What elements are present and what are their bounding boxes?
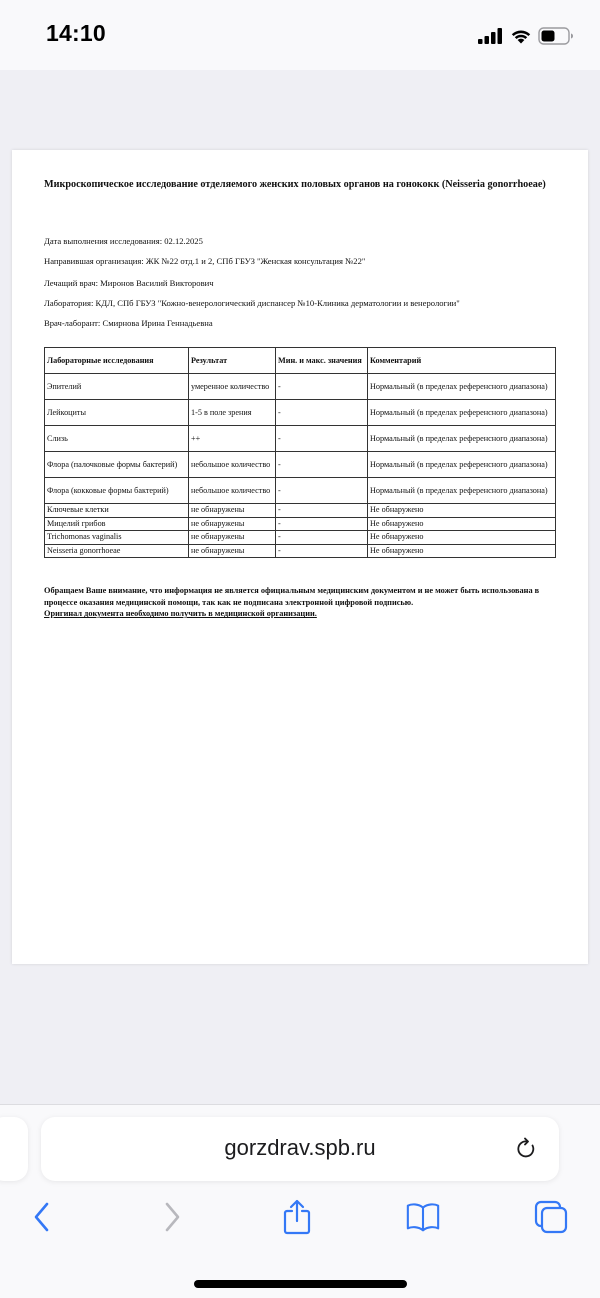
reload-icon[interactable] [515, 1137, 539, 1161]
status-time: 14:10 [46, 20, 106, 46]
meta-organization: Направившая организация: ЖК №22 отд.1 и 2, СПб ГБУЗ "Женская консультация №22" [44, 256, 366, 266]
document-page [12, 150, 588, 964]
cell-comment: Нормальный (в пределах референсного диапазона) [368, 426, 556, 452]
disclaimer-text: Обращаем Ваше внимание, что информация не является официальным медицинским документом и не может быть использована в процессе оказания медицинской помощи, так как не подписана электронной цифровой подписью. [44, 586, 540, 607]
meta-date: Дата выполнения исследования: 02.12.2025 [44, 236, 203, 246]
disclaimer-notice [44, 585, 559, 620]
table-row [45, 517, 556, 531]
cell-range: - [276, 374, 368, 400]
cell-result: не обнаружены [189, 544, 276, 558]
cell-test: Trichomonas vaginalis [45, 531, 189, 545]
meta-lab-doctor: Врач-лаборант: Смирнова Ирина Геннадьевна [44, 318, 213, 328]
tabs-button[interactable] [533, 1199, 569, 1235]
table-row [45, 478, 556, 504]
forward-icon [162, 1201, 182, 1233]
cell-comment: Нормальный (в пределах референсного диапазона) [368, 478, 556, 504]
results-table [44, 347, 556, 558]
table-header-row [45, 348, 556, 374]
bookmarks-button[interactable] [405, 1199, 441, 1235]
browser-toolbar [0, 1104, 600, 1298]
tabs-icon [534, 1200, 568, 1234]
status-icons [478, 26, 574, 46]
cell-test: Neisseria gonorrhoeae [45, 544, 189, 558]
cell-result: ++ [189, 426, 276, 452]
cell-comment: Нормальный (в пределах референсного диапазона) [368, 400, 556, 426]
header-comment: Комментарий [368, 348, 556, 374]
table-row [45, 531, 556, 545]
table-row [45, 400, 556, 426]
cell-test: Лейкоциты [45, 400, 189, 426]
cell-test: Ключевые клетки [45, 504, 189, 518]
status-bar [0, 0, 600, 70]
previous-tab-preview[interactable] [0, 1117, 28, 1181]
cell-result: не обнаружены [189, 517, 276, 531]
cell-comment: Нормальный (в пределах референсного диапазона) [368, 452, 556, 478]
cell-range: - [276, 531, 368, 545]
back-button[interactable] [24, 1199, 60, 1235]
address-bar[interactable] [41, 1117, 559, 1181]
table-row [45, 374, 556, 400]
back-icon [32, 1201, 52, 1233]
home-indicator[interactable] [194, 1280, 407, 1288]
cell-test: Эпителий [45, 374, 189, 400]
battery-icon [538, 27, 574, 45]
cell-result: небольшое количество [189, 478, 276, 504]
meta-doctor: Лечащий врач: Миронов Василий Викторович [44, 278, 214, 288]
cell-comment: Не обнаружено [368, 544, 556, 558]
cellular-signal-icon [478, 28, 504, 44]
cell-comment: Нормальный (в пределах референсного диапазона) [368, 374, 556, 400]
cell-range: - [276, 544, 368, 558]
header-range: Мин. и макс. значения [276, 348, 368, 374]
table-row [45, 544, 556, 558]
cell-result: небольшое количество [189, 452, 276, 478]
cell-range: - [276, 452, 368, 478]
table-row [45, 504, 556, 518]
cell-result: 1-5 в поле зрения [189, 400, 276, 426]
table-row [45, 426, 556, 452]
cell-result: не обнаружены [189, 504, 276, 518]
cell-range: - [276, 478, 368, 504]
cell-range: - [276, 517, 368, 531]
cell-test: Мицелий грибов [45, 517, 189, 531]
cell-result: не обнаружены [189, 531, 276, 545]
document-title: Микроскопическое исследование отделяемого женских половых органов на гонококк (Neisseria gonorrhoeae) [44, 179, 546, 190]
url-text[interactable]: gorzdrav.spb.ru [224, 1135, 376, 1160]
cell-comment: Не обнаружено [368, 531, 556, 545]
disclaimer-underlined: Оригинал документа необходимо получить в медицинской организации. [44, 609, 317, 618]
cell-comment: Не обнаружено [368, 517, 556, 531]
cell-test: Флора (палочковые формы бактерий) [45, 452, 189, 478]
header-result: Результат [189, 348, 276, 374]
share-button[interactable] [279, 1199, 315, 1235]
wifi-icon [510, 28, 532, 44]
cell-range: - [276, 426, 368, 452]
cell-comment: Не обнаружено [368, 504, 556, 518]
cell-range: - [276, 400, 368, 426]
header-test: Лабораторные исследования [45, 348, 189, 374]
forward-button[interactable] [154, 1199, 190, 1235]
share-icon [282, 1199, 312, 1235]
bookmarks-icon [405, 1201, 441, 1233]
meta-laboratory: Лаборатория: КДЛ, СПб ГБУЗ "Кожно-венерологический диспансер №10-Клиника дерматологии и венерологии" [44, 298, 460, 308]
cell-result: умеренное количество [189, 374, 276, 400]
table-row [45, 452, 556, 478]
cell-test: Слизь [45, 426, 189, 452]
cell-range: - [276, 504, 368, 518]
cell-test: Флора (кокковые формы бактерий) [45, 478, 189, 504]
